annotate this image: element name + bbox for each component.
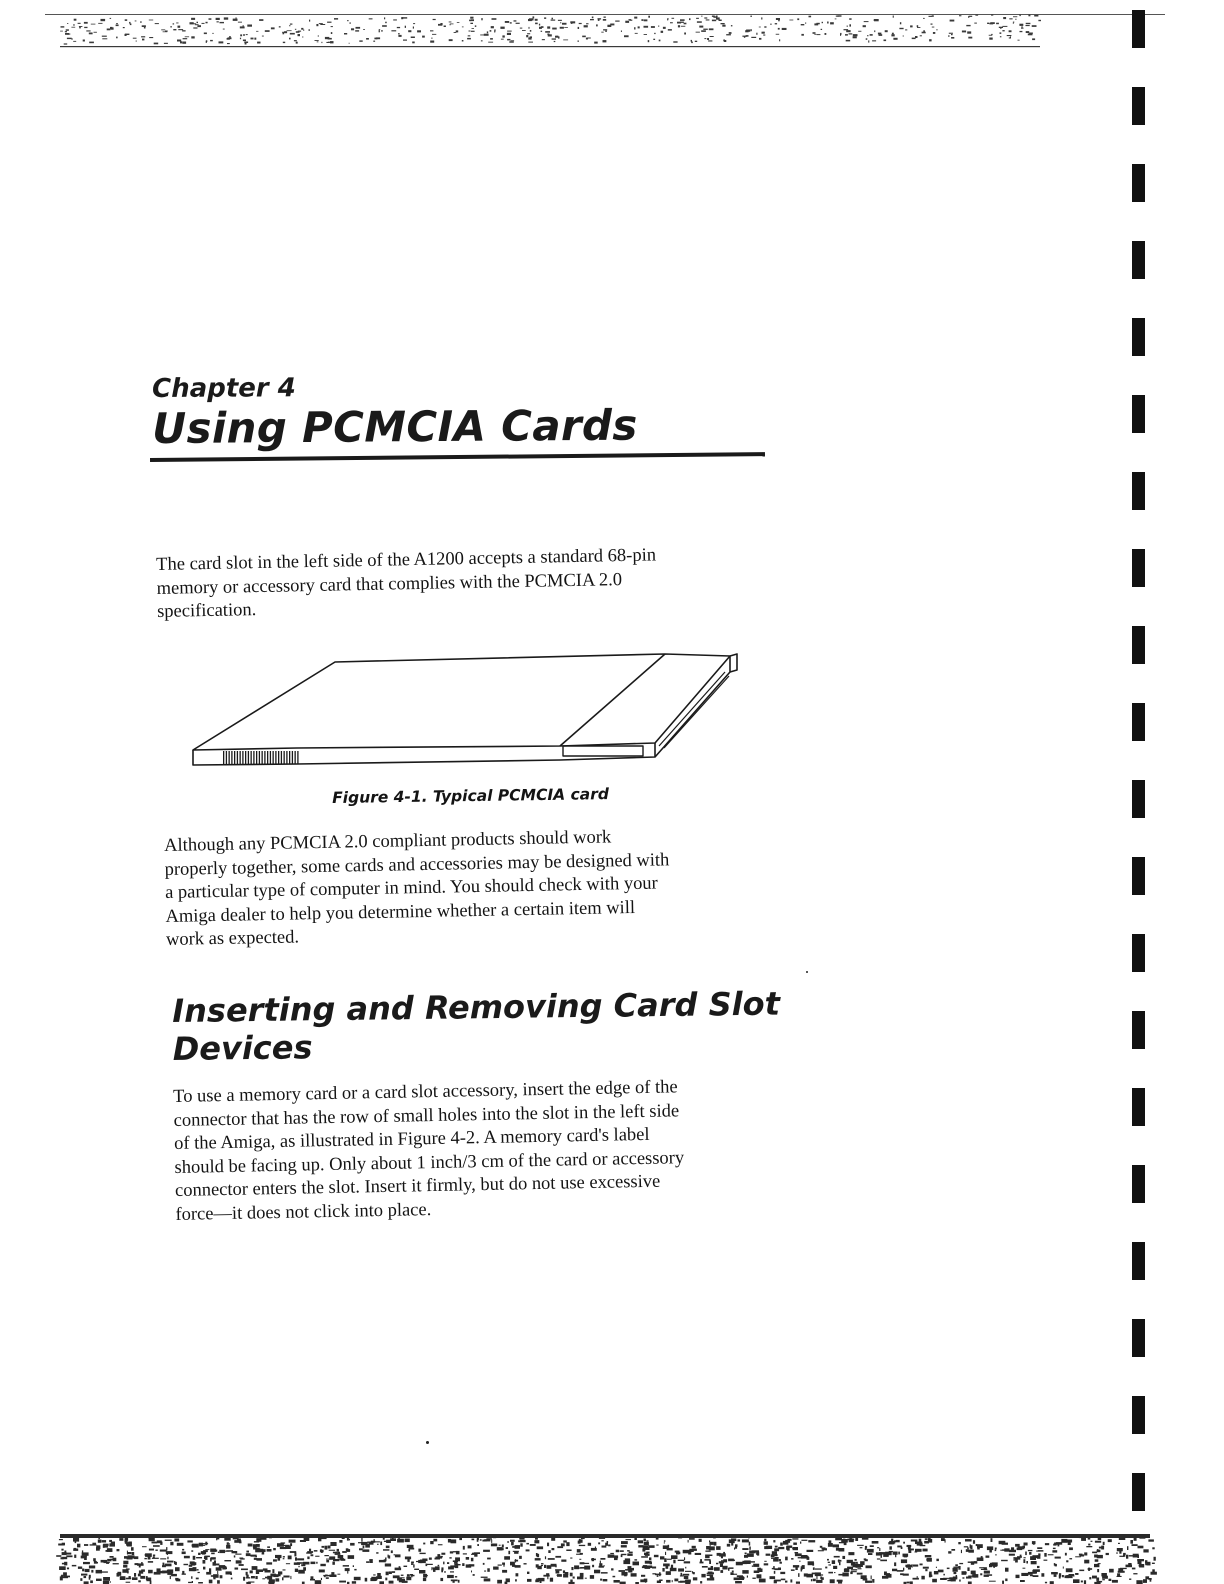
compat-line: a particular type of computer in mind. You should check with your	[164, 873, 658, 903]
section-line: force—it does not click into place.	[175, 1199, 432, 1225]
bottom-scan-noise	[0, 1528, 1224, 1584]
compat-line: work as expected.	[165, 927, 300, 950]
section-line: connector enters the slot. Insert it firmly, but do not use excessive	[174, 1171, 661, 1201]
section-line: of the Amiga, as illustrated in Figure 4-2. A memory card's label	[173, 1124, 650, 1154]
figure-caption: Figure 4-1. Typical PCMCIA card	[332, 785, 610, 807]
section-paragraph	[173, 1076, 685, 1227]
chapter-title: Using PCMCIA Cards	[152, 400, 638, 453]
compat-line: Amiga dealer to help you determine whether a certain item will	[165, 897, 636, 927]
top-scan-noise	[60, 14, 1060, 54]
intro-line: specification.	[156, 600, 257, 622]
binding-marks	[1128, 0, 1168, 1584]
scan-speck	[806, 971, 808, 973]
section-heading-line: Devices	[172, 1028, 313, 1068]
intro-line: The card slot in the left side of the A1200 accepts a standard 68-pin	[156, 545, 657, 575]
scan-speck	[426, 1441, 429, 1444]
section-line: should be facing up. Only about 1 inch/3 cm of the card or accessory	[174, 1147, 685, 1178]
chapter-label: Chapter 4	[152, 373, 296, 404]
section-heading-line: Inserting and Removing Card Slot	[172, 984, 781, 1030]
compat-line: properly together, some cards and accessories may be designed with	[164, 849, 670, 880]
section-line: To use a memory card or a card slot accessory, insert the edge of the	[173, 1077, 678, 1107]
intro-paragraph	[156, 544, 657, 624]
section-heading	[172, 985, 781, 1068]
section-line: connector that has the row of small holes into the slot in the left side	[173, 1100, 680, 1131]
compatibility-paragraph	[164, 825, 671, 952]
compat-line: Although any PCMCIA 2.0 compliant products should work	[164, 827, 612, 856]
intro-line: memory or accessory card that complies with the PCMCIA 2.0	[156, 569, 623, 599]
pcmcia-card-illustration	[185, 648, 745, 776]
title-underline	[150, 452, 765, 462]
